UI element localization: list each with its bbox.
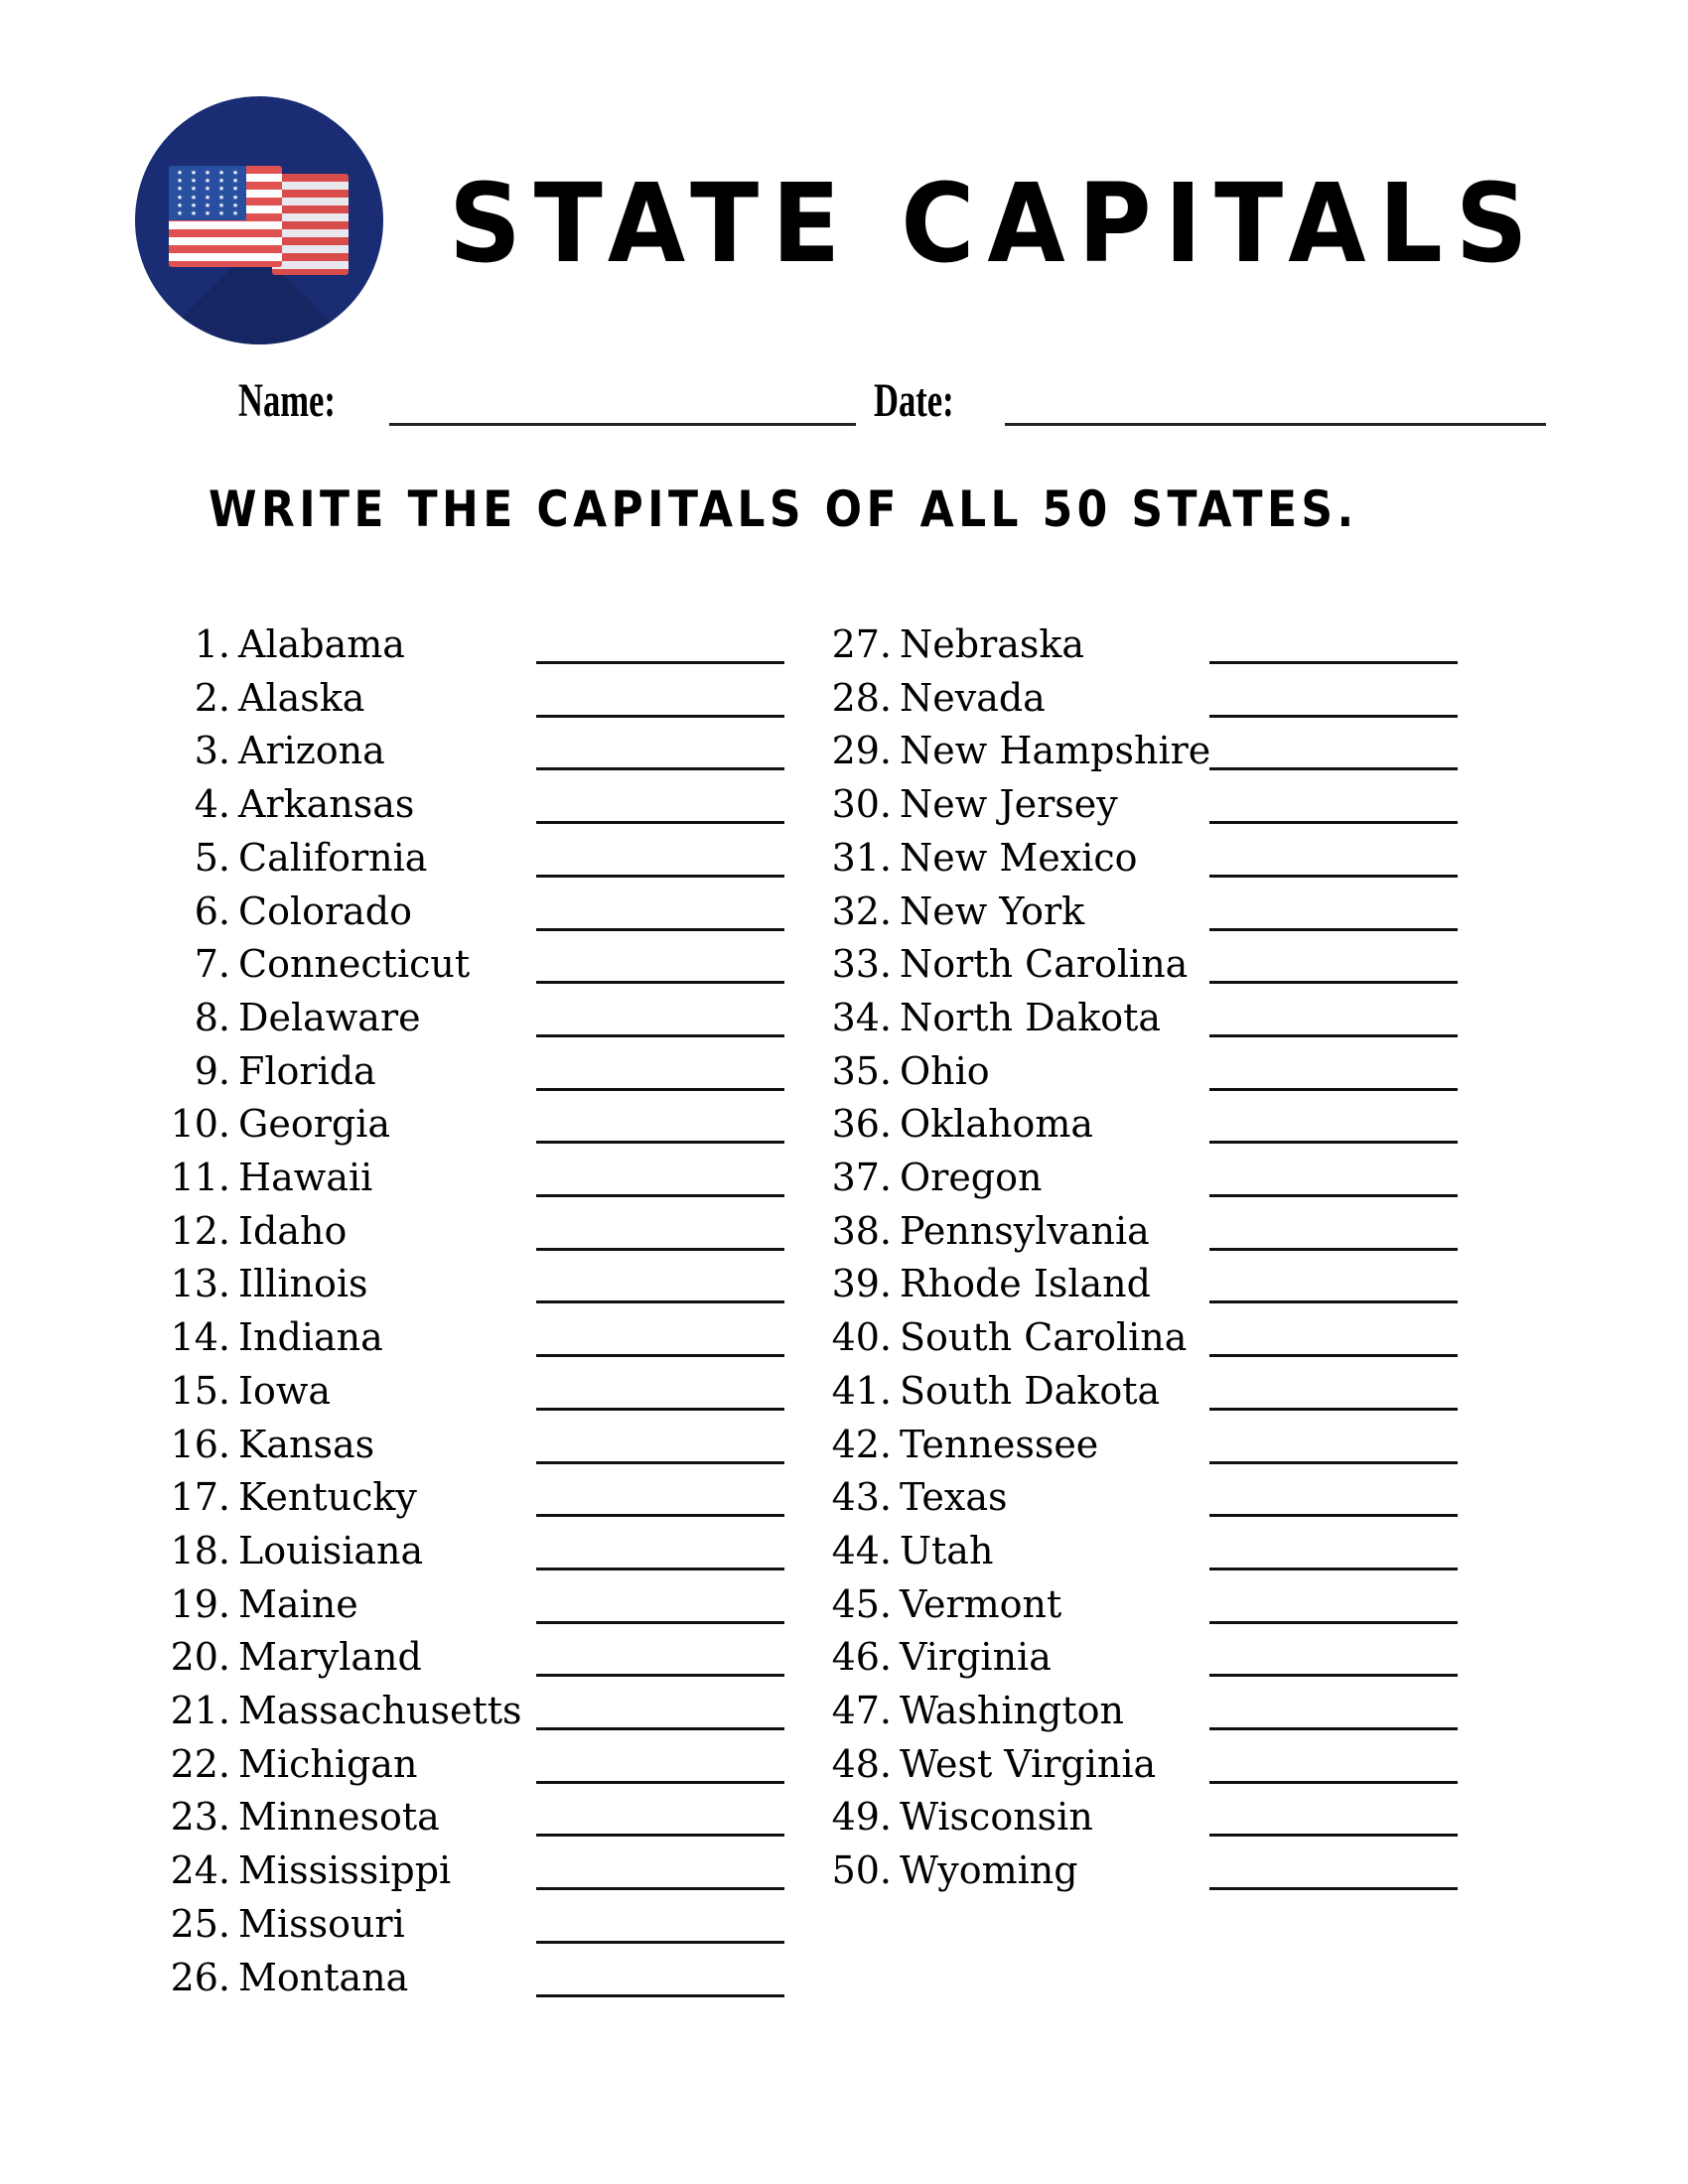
state-row	[0, 777, 1688, 831]
state-number: 40.	[831, 1315, 892, 1360]
star-icon: ★	[176, 201, 184, 209]
state-number: 15.	[170, 1368, 230, 1413]
state-name: Idaho	[238, 1208, 348, 1253]
state-row	[0, 1897, 1688, 1951]
state-name: Iowa	[238, 1368, 332, 1413]
capital-answer-field[interactable]	[1209, 1727, 1458, 1730]
state-number: 39.	[831, 1262, 892, 1306]
star-icon: ★	[231, 208, 239, 217]
state-number: 25.	[170, 1901, 230, 1946]
state-name: Tennessee	[900, 1422, 1099, 1466]
star-icon: ★	[231, 193, 239, 202]
star-icon: ★	[231, 201, 239, 209]
state-name: Rhode Island	[900, 1262, 1151, 1306]
state-name: Mississippi	[238, 1848, 452, 1893]
star-icon: ★	[217, 201, 225, 209]
state-number: 45.	[831, 1581, 892, 1626]
state-name: Arkansas	[238, 782, 415, 827]
state-name: Indiana	[238, 1315, 383, 1360]
state-row	[0, 1684, 1688, 1737]
state-number: 13.	[170, 1262, 230, 1306]
state-number: 33.	[831, 942, 892, 987]
state-name: Massachusetts	[238, 1689, 522, 1732]
state-number: 16.	[170, 1422, 230, 1466]
name-field[interactable]	[389, 423, 856, 426]
state-number: 5.	[194, 835, 230, 880]
state-name: Washington	[900, 1689, 1124, 1732]
star-icon: ★	[217, 177, 225, 186]
state-row	[0, 1097, 1688, 1151]
us-flag-icon	[169, 166, 282, 267]
state-row	[0, 1524, 1688, 1577]
state-number: 35.	[831, 1048, 892, 1093]
state-number: 22.	[170, 1741, 230, 1786]
state-name: Alabama	[238, 622, 405, 666]
star-icon: ★	[190, 193, 198, 202]
state-name: Arizona	[238, 729, 385, 773]
star-icon: ★	[217, 169, 225, 178]
state-number: 18.	[170, 1528, 230, 1572]
star-icon: ★	[190, 201, 198, 209]
state-name: Virginia	[900, 1635, 1052, 1680]
state-number: 21.	[170, 1689, 230, 1732]
state-row	[0, 885, 1688, 938]
capital-answer-field[interactable]	[1209, 821, 1458, 824]
capital-answer-field[interactable]	[1209, 1300, 1458, 1303]
state-number: 42.	[831, 1422, 892, 1466]
state-number: 2.	[194, 675, 230, 720]
state-name: Kentucky	[238, 1475, 417, 1520]
star-icon: ★	[217, 185, 225, 194]
state-row	[0, 831, 1688, 885]
capital-answer-field[interactable]	[1209, 1514, 1458, 1517]
state-row	[0, 1257, 1688, 1310]
state-name: New Jersey	[900, 782, 1118, 827]
state-number: 3.	[194, 729, 230, 773]
state-name: Alaska	[238, 675, 365, 720]
star-icon: ★	[190, 185, 198, 194]
flag-stars-canton	[169, 166, 246, 220]
state-name: Colorado	[238, 888, 413, 933]
state-number: 31.	[831, 835, 892, 880]
state-name: Montana	[238, 1955, 409, 1999]
state-name: New York	[900, 888, 1085, 933]
state-name: South Dakota	[900, 1368, 1161, 1413]
state-name: Pennsylvania	[900, 1208, 1150, 1253]
state-number: 30.	[831, 782, 892, 827]
state-row	[0, 724, 1688, 777]
state-name: New Hampshire	[900, 729, 1211, 773]
state-name: Maryland	[238, 1635, 422, 1680]
state-row	[0, 1843, 1688, 1897]
state-name: New Mexico	[900, 835, 1138, 880]
state-number: 47.	[831, 1689, 892, 1732]
state-number: 46.	[831, 1635, 892, 1680]
state-name: California	[238, 835, 428, 880]
state-name: Missouri	[238, 1901, 405, 1946]
capital-answer-field[interactable]	[1209, 1408, 1458, 1411]
state-number: 19.	[170, 1581, 230, 1626]
state-number: 48.	[831, 1741, 892, 1786]
state-row	[0, 1204, 1688, 1258]
state-row	[0, 1044, 1688, 1098]
state-name: Texas	[900, 1475, 1008, 1520]
capital-answer-field[interactable]	[1209, 981, 1458, 984]
star-icon: ★	[204, 201, 211, 209]
state-name: Georgia	[238, 1102, 391, 1147]
state-name: Delaware	[238, 995, 421, 1039]
state-name: Minnesota	[238, 1795, 440, 1840]
state-number: 28.	[831, 675, 892, 720]
state-row	[0, 617, 1688, 671]
state-row	[0, 1470, 1688, 1524]
star-icon: ★	[176, 169, 184, 178]
state-row	[0, 1310, 1688, 1364]
star-icon: ★	[190, 169, 198, 178]
date-label: Date:	[874, 374, 954, 427]
state-name: Utah	[900, 1528, 994, 1572]
capital-answer-field[interactable]	[1209, 1621, 1458, 1624]
state-number: 23.	[170, 1795, 230, 1840]
star-icon: ★	[204, 169, 211, 178]
state-row	[0, 1790, 1688, 1843]
state-row	[0, 1577, 1688, 1631]
state-number: 29.	[831, 729, 892, 773]
state-number: 43.	[831, 1475, 892, 1520]
state-name: Illinois	[238, 1262, 368, 1306]
state-name: Nevada	[900, 675, 1046, 720]
state-row	[0, 937, 1688, 991]
capital-answer-field[interactable]	[1209, 1248, 1458, 1251]
state-row	[0, 1364, 1688, 1418]
capital-answer-field[interactable]	[1209, 1887, 1458, 1890]
state-number: 14.	[170, 1315, 230, 1360]
state-name: Wisconsin	[900, 1795, 1093, 1840]
state-row	[0, 1630, 1688, 1684]
state-name: Louisiana	[238, 1528, 424, 1572]
state-row	[0, 1418, 1688, 1471]
date-field[interactable]	[1005, 423, 1546, 426]
star-icon: ★	[176, 177, 184, 186]
state-number: 44.	[831, 1528, 892, 1572]
state-name: North Carolina	[900, 942, 1189, 987]
capital-answer-field[interactable]	[1209, 1034, 1458, 1037]
state-number: 4.	[194, 782, 230, 827]
star-icon: ★	[176, 208, 184, 217]
state-number: 1.	[194, 622, 230, 666]
us-flag-logo	[135, 96, 383, 344]
state-number: 20.	[170, 1635, 230, 1680]
state-name: North Dakota	[900, 995, 1162, 1039]
star-icon: ★	[176, 185, 184, 194]
star-icon: ★	[204, 177, 211, 186]
state-name: Vermont	[900, 1581, 1062, 1626]
capital-answer-field[interactable]	[1209, 1781, 1458, 1784]
star-icon: ★	[204, 193, 211, 202]
state-name: South Carolina	[900, 1315, 1188, 1360]
state-name: Hawaii	[238, 1156, 373, 1199]
star-icon: ★	[176, 193, 184, 202]
capital-answer-field[interactable]	[1209, 928, 1458, 931]
star-icon: ★	[231, 177, 239, 186]
state-name: Connecticut	[238, 942, 471, 987]
state-name: Michigan	[238, 1741, 418, 1786]
instruction-heading: WRITE THE CAPITALS OF ALL 50 STATES.	[209, 480, 1358, 538]
state-number: 17.	[170, 1475, 230, 1520]
state-number: 49.	[831, 1795, 892, 1840]
state-name: Maine	[238, 1581, 358, 1626]
star-icon: ★	[190, 177, 198, 186]
state-number: 26.	[170, 1955, 230, 1999]
state-number: 24.	[170, 1848, 230, 1893]
capital-answer-field[interactable]	[1209, 1568, 1458, 1570]
state-number: 27.	[831, 622, 892, 666]
state-name: Kansas	[238, 1422, 375, 1466]
capital-answer-field[interactable]	[536, 1941, 784, 1944]
capital-answer-field[interactable]	[1209, 715, 1458, 718]
capital-answer-field[interactable]	[1209, 1194, 1458, 1197]
state-name: Oregon	[900, 1156, 1043, 1199]
star-icon: ★	[190, 208, 198, 217]
state-number: 34.	[831, 995, 892, 1039]
state-number: 37.	[831, 1156, 892, 1199]
capital-answer-field[interactable]	[1209, 1354, 1458, 1357]
state-number: 7.	[194, 942, 230, 987]
star-icon: ★	[217, 193, 225, 202]
state-row	[0, 671, 1688, 725]
capital-answer-field[interactable]	[1209, 1088, 1458, 1091]
state-row	[0, 1151, 1688, 1204]
state-number: 6.	[194, 888, 230, 933]
state-number: 12.	[170, 1208, 230, 1253]
star-icon: ★	[231, 169, 239, 178]
state-name: Nebraska	[900, 622, 1085, 666]
page-title: STATE CAPITALS	[449, 160, 1541, 287]
state-name: Wyoming	[900, 1848, 1078, 1893]
state-number: 41.	[831, 1368, 892, 1413]
capital-answer-field[interactable]	[1209, 661, 1458, 664]
state-number: 36.	[831, 1102, 892, 1147]
state-number: 11.	[170, 1156, 230, 1199]
state-row	[0, 1951, 1688, 2004]
state-name: Oklahoma	[900, 1102, 1094, 1147]
state-number: 10.	[170, 1102, 230, 1147]
us-flag-icon-back	[272, 174, 349, 275]
state-number: 8.	[194, 995, 230, 1039]
state-number: 50.	[831, 1848, 892, 1893]
state-name: Florida	[238, 1048, 376, 1093]
star-icon: ★	[204, 185, 211, 194]
name-label: Name:	[238, 374, 336, 427]
state-number: 38.	[831, 1208, 892, 1253]
capital-answer-field[interactable]	[1209, 767, 1458, 770]
state-row	[0, 1737, 1688, 1791]
capital-answer-field[interactable]	[1209, 1461, 1458, 1464]
star-icon: ★	[217, 208, 225, 217]
capital-answer-field[interactable]	[536, 1994, 784, 1997]
state-number: 32.	[831, 888, 892, 933]
capital-answer-field[interactable]	[1209, 1834, 1458, 1837]
star-icon: ★	[204, 208, 211, 217]
state-row	[0, 991, 1688, 1044]
state-number: 9.	[194, 1048, 230, 1093]
capital-answer-field[interactable]	[1209, 1674, 1458, 1677]
capital-answer-field[interactable]	[1209, 1141, 1458, 1144]
star-icon: ★	[231, 185, 239, 194]
state-name: Ohio	[900, 1048, 990, 1093]
state-name: West Virginia	[900, 1741, 1157, 1786]
capital-answer-field[interactable]	[1209, 875, 1458, 878]
